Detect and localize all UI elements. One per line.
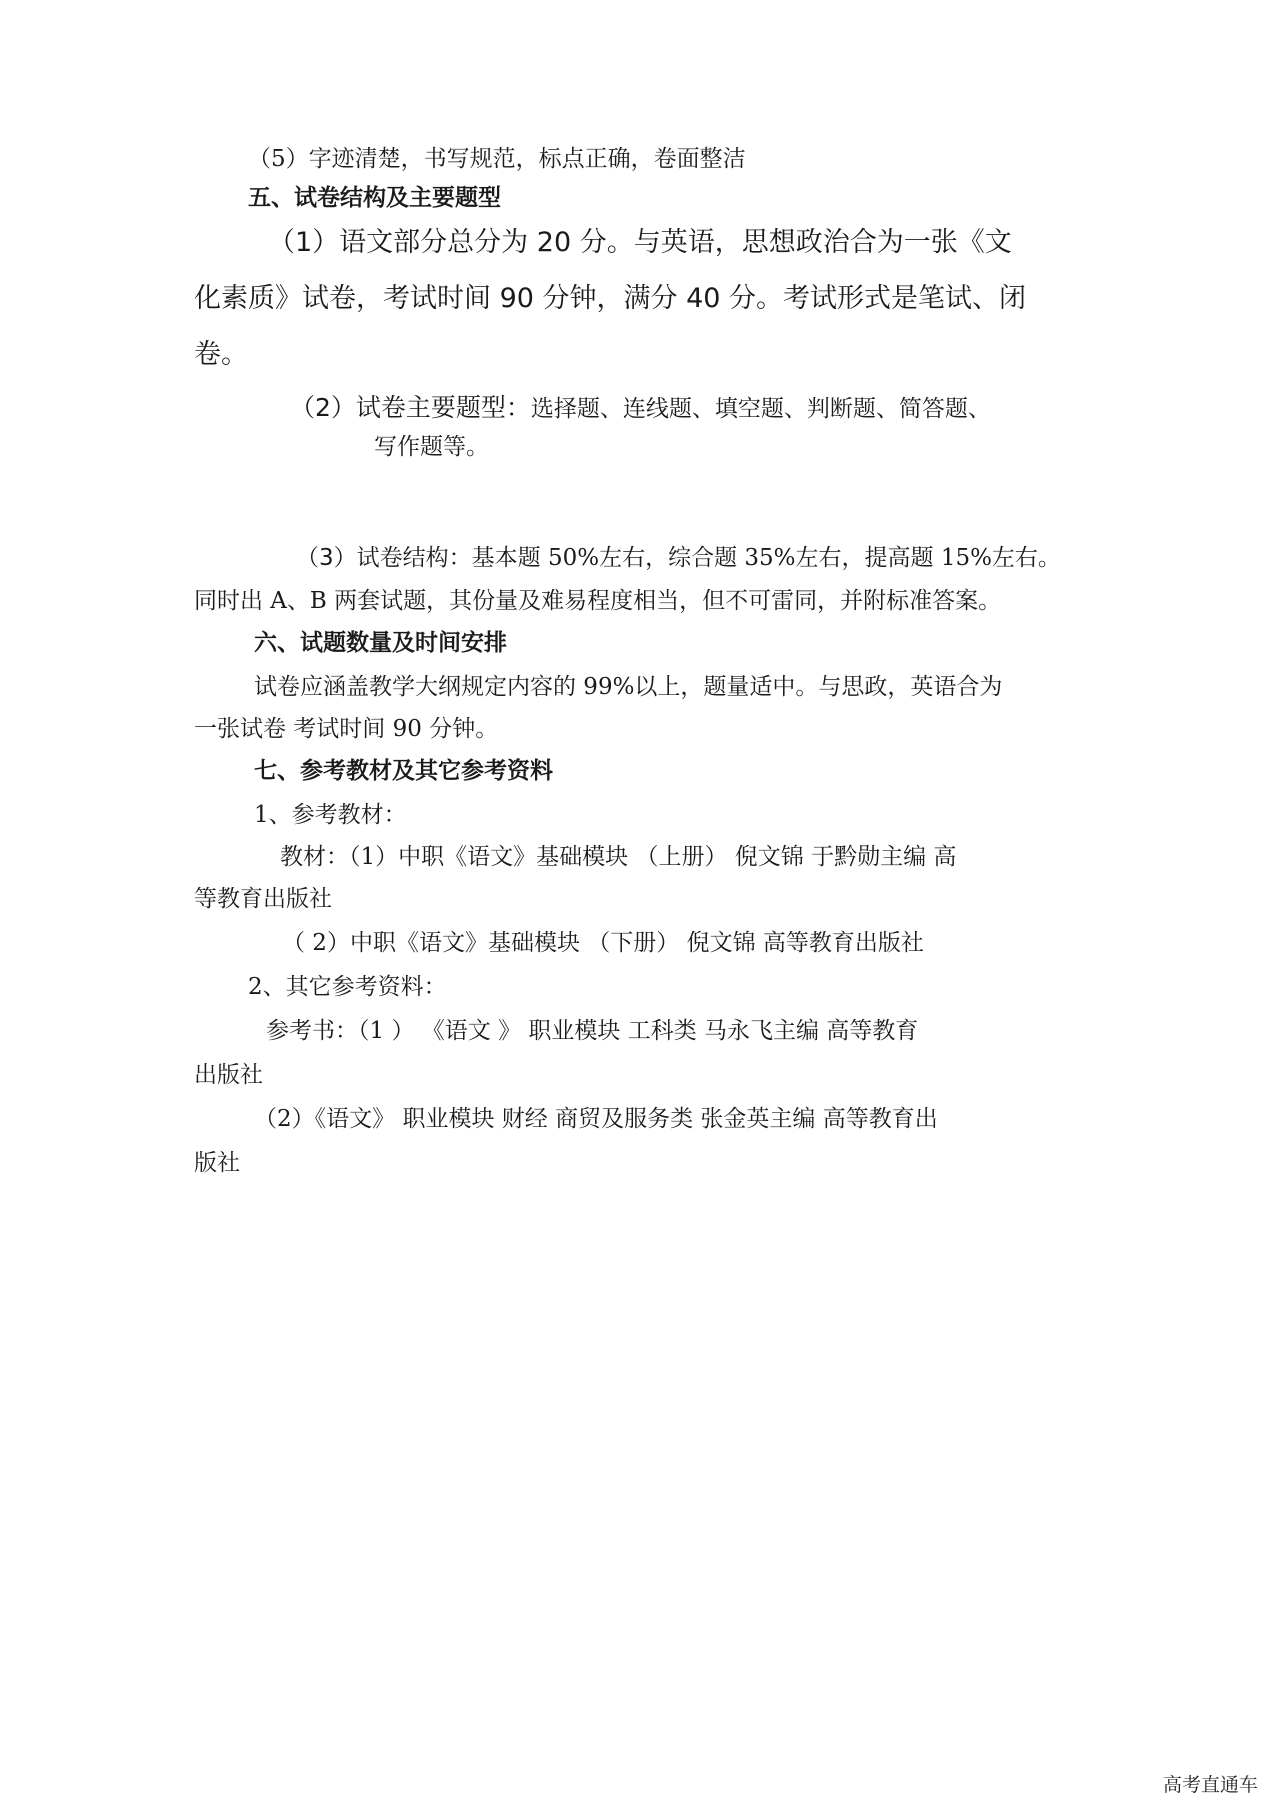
item-5-text: （5）字迹清楚，书写规范，标点正确，卷面整洁 xyxy=(248,146,746,172)
section-7-sub-1: 1、参考教材： xyxy=(254,802,407,828)
section-5-paragraph-3-label: （3） xyxy=(296,545,357,571)
section-6-heading: 六、试题数量及时间安排 xyxy=(254,629,507,656)
section-5-paragraph-1-line-1: （1）语文部分总分为 20 分。与英语，思想政治合为一张《文 xyxy=(268,227,1012,258)
section-5-paragraph-3-line-1 xyxy=(296,543,1061,573)
textbook-1-line-1: 教材：（1）中职《语文》基础模块 （上册） 倪文锦 于黔勋主编 高 xyxy=(280,844,957,870)
reference-2-line-1: （2）《语文》 职业模块 财经 商贸及服务类 张金英主编 高等教育出 xyxy=(254,1106,938,1132)
section-6-line-2: 一张试卷 考试时间 90 分钟。 xyxy=(194,716,499,742)
section-7-heading: 七、参考教材及其它参考资料 xyxy=(254,757,553,784)
reference-2-line-2: 版社 xyxy=(194,1150,240,1176)
reference-1-line-2: 出版社 xyxy=(194,1062,263,1088)
section-5-paragraph-3-line-2: 同时出 A、B 两套试题，其份量及难易程度相当，但不可雷同，并附标准答案。 xyxy=(194,588,1002,614)
textbook-1-line-2: 等教育出版社 xyxy=(194,886,332,912)
section-7-sub-2: 2、其它参考资料： xyxy=(248,974,447,1000)
reference-1-line-1: 参考书：（1 ） 《语文 》 职业模块 工科类 马永飞主编 高等教育 xyxy=(266,1018,919,1044)
section-5-paragraph-2-label: （2）试卷主要题型： xyxy=(290,393,531,422)
section-5-paragraph-1-line-3: 卷。 xyxy=(194,339,248,370)
section-5-paragraph-2-text: 选择题、连线题、填空题、判断题、简答题、 xyxy=(530,396,991,422)
section-6-line-1: 试卷应涵盖教学大纲规定内容的 99%以上，题量适中。与思政，英语合为 xyxy=(254,674,1003,700)
textbook-2: （ 2）中职《语文》基础模块 （下册） 倪文锦 高等教育出版社 xyxy=(282,930,924,956)
section-5-paragraph-2-line-1 xyxy=(290,392,991,424)
section-5-paragraph-1-line-2: 化素质》试卷，考试时间 90 分钟，满分 40 分。考试形式是笔试、闭 xyxy=(194,283,1027,314)
section-5-heading: 五、试卷结构及主要题型 xyxy=(248,184,501,211)
section-5-paragraph-2-line-2: 写作题等。 xyxy=(374,434,489,460)
watermark-text: 高考直通车 xyxy=(1162,1774,1258,1796)
section-5-paragraph-3-text: 试卷结构：基本题 50%左右，综合题 35%左右，提高题 15%左右。 xyxy=(356,545,1061,571)
